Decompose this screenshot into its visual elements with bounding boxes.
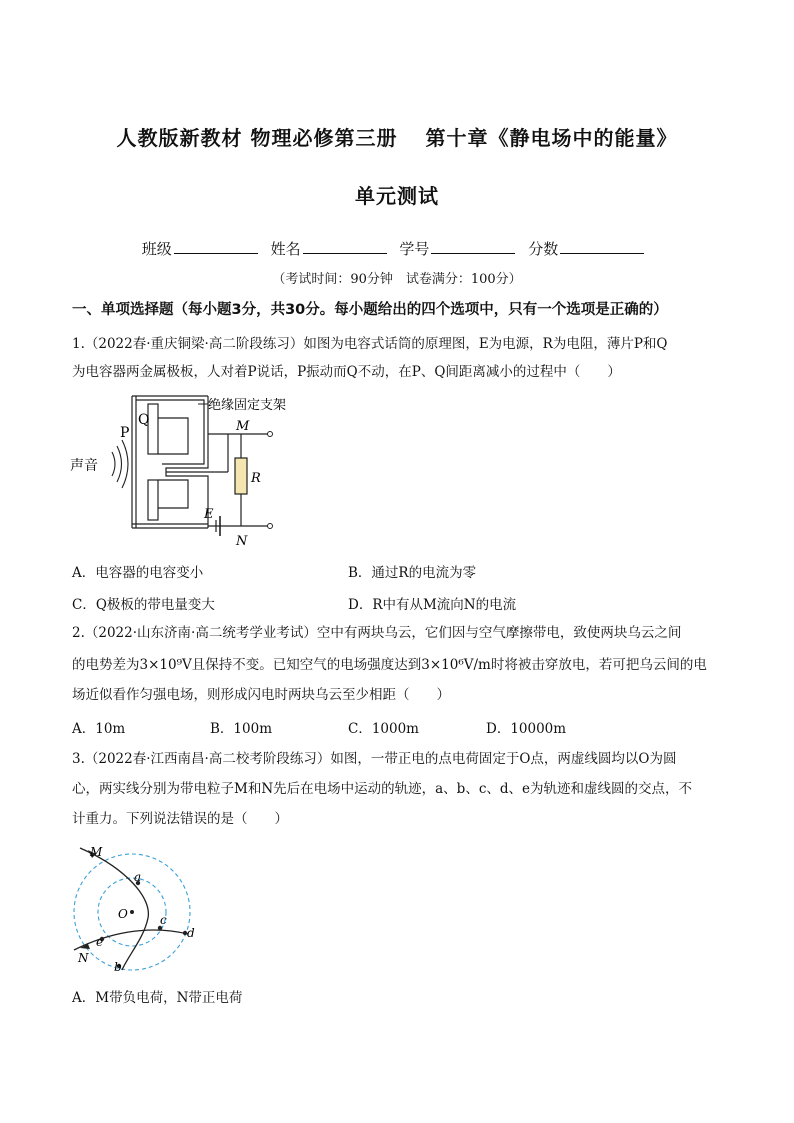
title-line-1: [0, 122, 794, 151]
q1-label-N: N: [236, 534, 248, 549]
q2-stem-line-2: 的电势差为3×10⁹V且保持不变。已知空气的电场强度达到3×10⁶V/m时将被击穿放电，若可把乌云间的电: [72, 657, 707, 673]
q1-option-A[interactable]: A．电容器的电容变小: [72, 565, 204, 581]
q1-option-C[interactable]: C．Q极板的带电量变大: [72, 597, 215, 613]
field-name-blank: [303, 239, 387, 254]
q1-option-D[interactable]: D．R中有从M流向N的电流: [348, 597, 517, 613]
q2-option-B[interactable]: B．100m: [210, 721, 272, 737]
q3-label-b: b: [114, 960, 122, 972]
field-id-blank: [431, 239, 515, 254]
q3-stem-line-1: 3.（2022春·江西南昌·高二校考阶段练习）如图，一带正电的点电荷固定于O点，两虚线圆均以O为圆: [72, 751, 677, 767]
q3-label-c: c: [160, 913, 167, 927]
q2-option-C[interactable]: C．1000m: [348, 721, 419, 737]
field-name-label: 姓名: [270, 240, 301, 258]
q2-option-D[interactable]: D．10000m: [486, 721, 567, 737]
title-book: 人教版新教材 物理必修第三册: [116, 126, 398, 150]
field-id-label: 学号: [399, 240, 430, 258]
q3-stem-line-3: 计重力。下列说法错误的是（ ）: [72, 811, 288, 827]
q1-option-B[interactable]: B．通过R的电流为零: [348, 565, 477, 581]
q2-stem-line-3: 场近似看作匀强电场，则形成闪电时两块乌云至少相距（ ）: [72, 687, 450, 703]
section-heading: 一、单项选择题（每小题3分，共30分。每小题给出的四个选项中，只有一个选项是正确的）: [72, 302, 668, 318]
q1-label-M: M: [236, 419, 250, 434]
q3-trajectory-diagram: [66, 838, 216, 972]
q1-stem-line-2: 为电容器两金属极板，人对着P说话，P振动而Q不动，在P、Q间距离减小的过程中（ ）: [72, 364, 621, 380]
q3-label-O: O: [118, 907, 128, 921]
q1-stem-line-1: 1.（2022春·重庆铜梁·高二阶段练习）如图为电容式话筒的原理图，E为电源，R为电阻，薄片P和Q: [72, 336, 668, 352]
q3-label-a: a: [134, 870, 142, 884]
q3-option-A[interactable]: A．M带负电荷，N带正电荷: [72, 990, 243, 1006]
exam-info: （考试时间：90分钟 试卷满分：100分）: [272, 272, 522, 287]
q3-label-M: M: [90, 845, 103, 859]
title-chapter: 第十章《静电场中的能量》: [425, 126, 678, 150]
q3-stem-line-2: 心，两实线分别为带电粒子M和N先后在电场中运动的轨迹，a、b、c、d、e为轨迹和虚线圆的交点，不: [72, 781, 693, 797]
field-class-blank: [174, 239, 258, 254]
q2-stem-line-1: 2.（2022·山东济南·高二统考学业考试）空中有两块乌云，它们因与空气摩擦带电，致使两块乌云之间: [72, 625, 682, 641]
q1-label-support: 绝缘固定支架: [208, 398, 287, 413]
q3-label-d: d: [187, 926, 195, 940]
q1-microphone-circuit-diagram: [68, 390, 308, 550]
field-score-label: 分数: [528, 240, 559, 258]
q3-label-e: e: [96, 935, 104, 949]
q1-label-Q: Q: [138, 412, 150, 428]
q3-label-N: N: [78, 951, 89, 965]
field-class-label: 班级: [141, 240, 172, 258]
q1-label-P: P: [120, 425, 130, 441]
q2-option-A[interactable]: A．10m: [72, 721, 126, 737]
q1-label-sound: 声音: [70, 458, 98, 474]
q1-label-R: R: [251, 471, 261, 486]
student-info-row: [0, 238, 794, 259]
title-line-2: 单元测试: [355, 184, 439, 208]
q1-label-E: E: [204, 507, 214, 522]
field-score-blank: [560, 239, 644, 254]
